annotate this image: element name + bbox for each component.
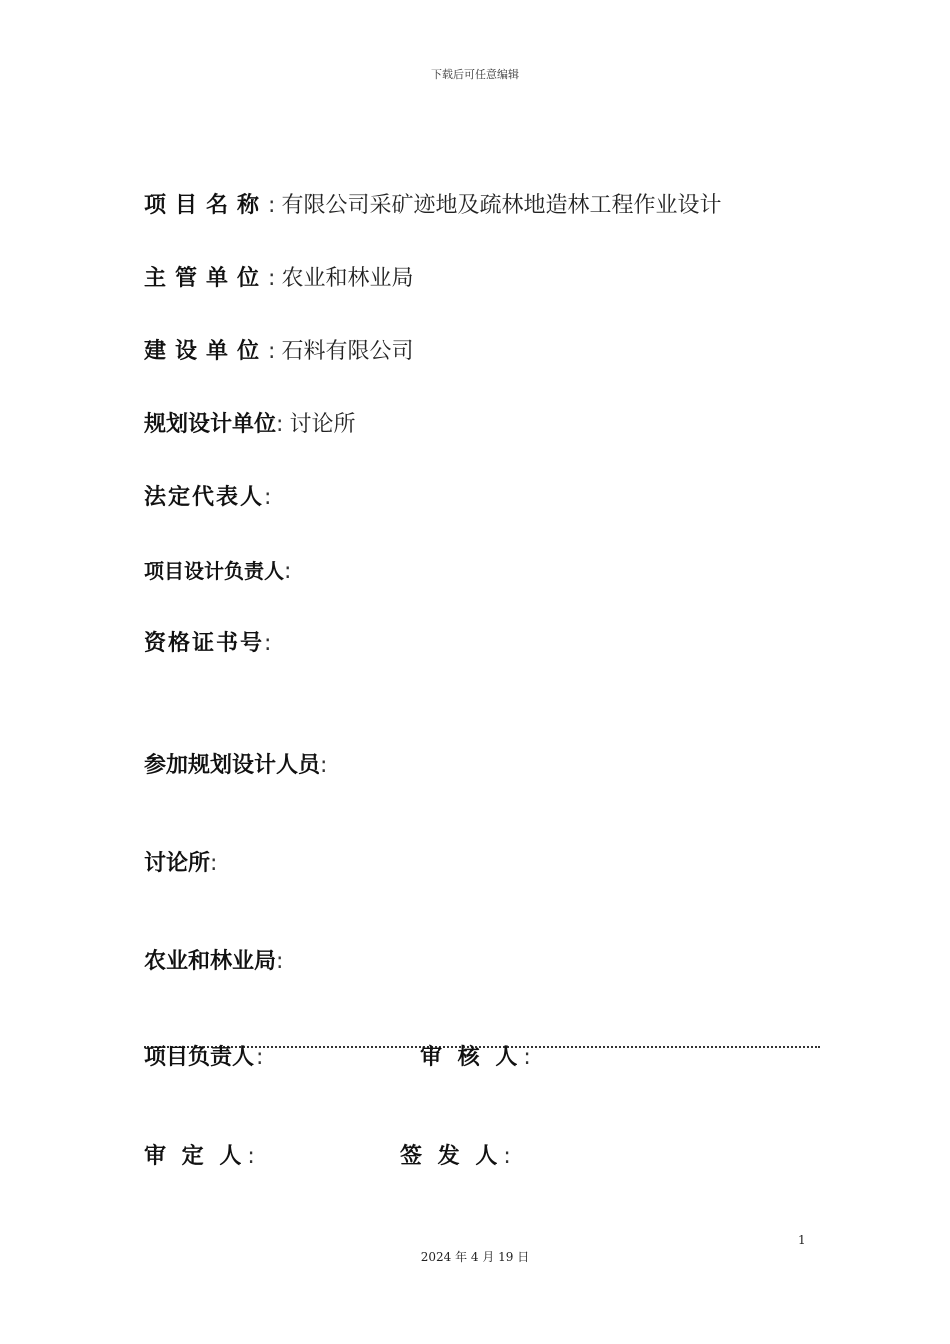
field-value: 农业和林业局 (281, 266, 414, 291)
field-label: 项目设计负责人 (144, 559, 284, 583)
header-note: 下载后可任意编辑 (431, 68, 519, 81)
field-label: 参加规划设计人员 (144, 753, 321, 778)
signature-colon: : (247, 1144, 255, 1169)
field-planning-unit (144, 411, 355, 439)
field-colon: : (210, 851, 218, 876)
field-label: 法定代表人 (144, 485, 265, 510)
signature-colon: : (256, 1045, 264, 1070)
field-label: 项目名称 (144, 193, 269, 218)
field-label: 建设单位 (144, 339, 269, 364)
field-colon: : (320, 753, 328, 778)
field-colon: : (284, 559, 292, 584)
field-certificate-number (144, 630, 277, 658)
field-colon: : (276, 412, 284, 437)
field-supervising-unit (144, 265, 413, 293)
signature-reviewer (420, 1044, 537, 1072)
page-number: 1 (798, 1233, 806, 1247)
signature-issuer (400, 1143, 517, 1171)
field-label: 规划设计单位 (144, 412, 277, 437)
field-value: 石料有限公司 (281, 339, 414, 364)
field-colon: : (276, 949, 284, 974)
field-label: 资格证书号 (144, 631, 265, 656)
signature-colon: : (503, 1144, 511, 1169)
signature-approver (144, 1143, 261, 1171)
field-institute (144, 850, 223, 878)
signature-label: 项目负责人 (144, 1045, 255, 1070)
footer-date: 2024 年 4 月 19 日 (420, 1250, 530, 1264)
field-participating-staff (144, 752, 333, 780)
field-colon: : (264, 631, 272, 656)
field-design-lead (144, 557, 297, 586)
field-forestry-bureau (144, 948, 289, 976)
signature-project-lead (144, 1044, 269, 1072)
signature-colon: : (523, 1045, 531, 1070)
field-value: 有限公司采矿迹地及疏林地造林工程作业设计 (281, 193, 722, 218)
field-colon: : (268, 266, 276, 291)
signature-label: 签 发 人 (400, 1144, 502, 1169)
field-colon: : (268, 339, 276, 364)
field-project-name (144, 192, 721, 220)
field-value: 讨论所 (289, 412, 356, 437)
field-construction-unit (144, 338, 413, 366)
field-legal-representative (144, 484, 277, 512)
signature-label: 审 核 人 (420, 1045, 522, 1070)
field-label: 讨论所 (144, 851, 211, 876)
field-label: 农业和林业局 (144, 949, 277, 974)
field-label: 主管单位 (144, 266, 269, 291)
field-colon: : (268, 193, 276, 218)
signature-label: 审 定 人 (144, 1144, 246, 1169)
field-colon: : (264, 485, 272, 510)
